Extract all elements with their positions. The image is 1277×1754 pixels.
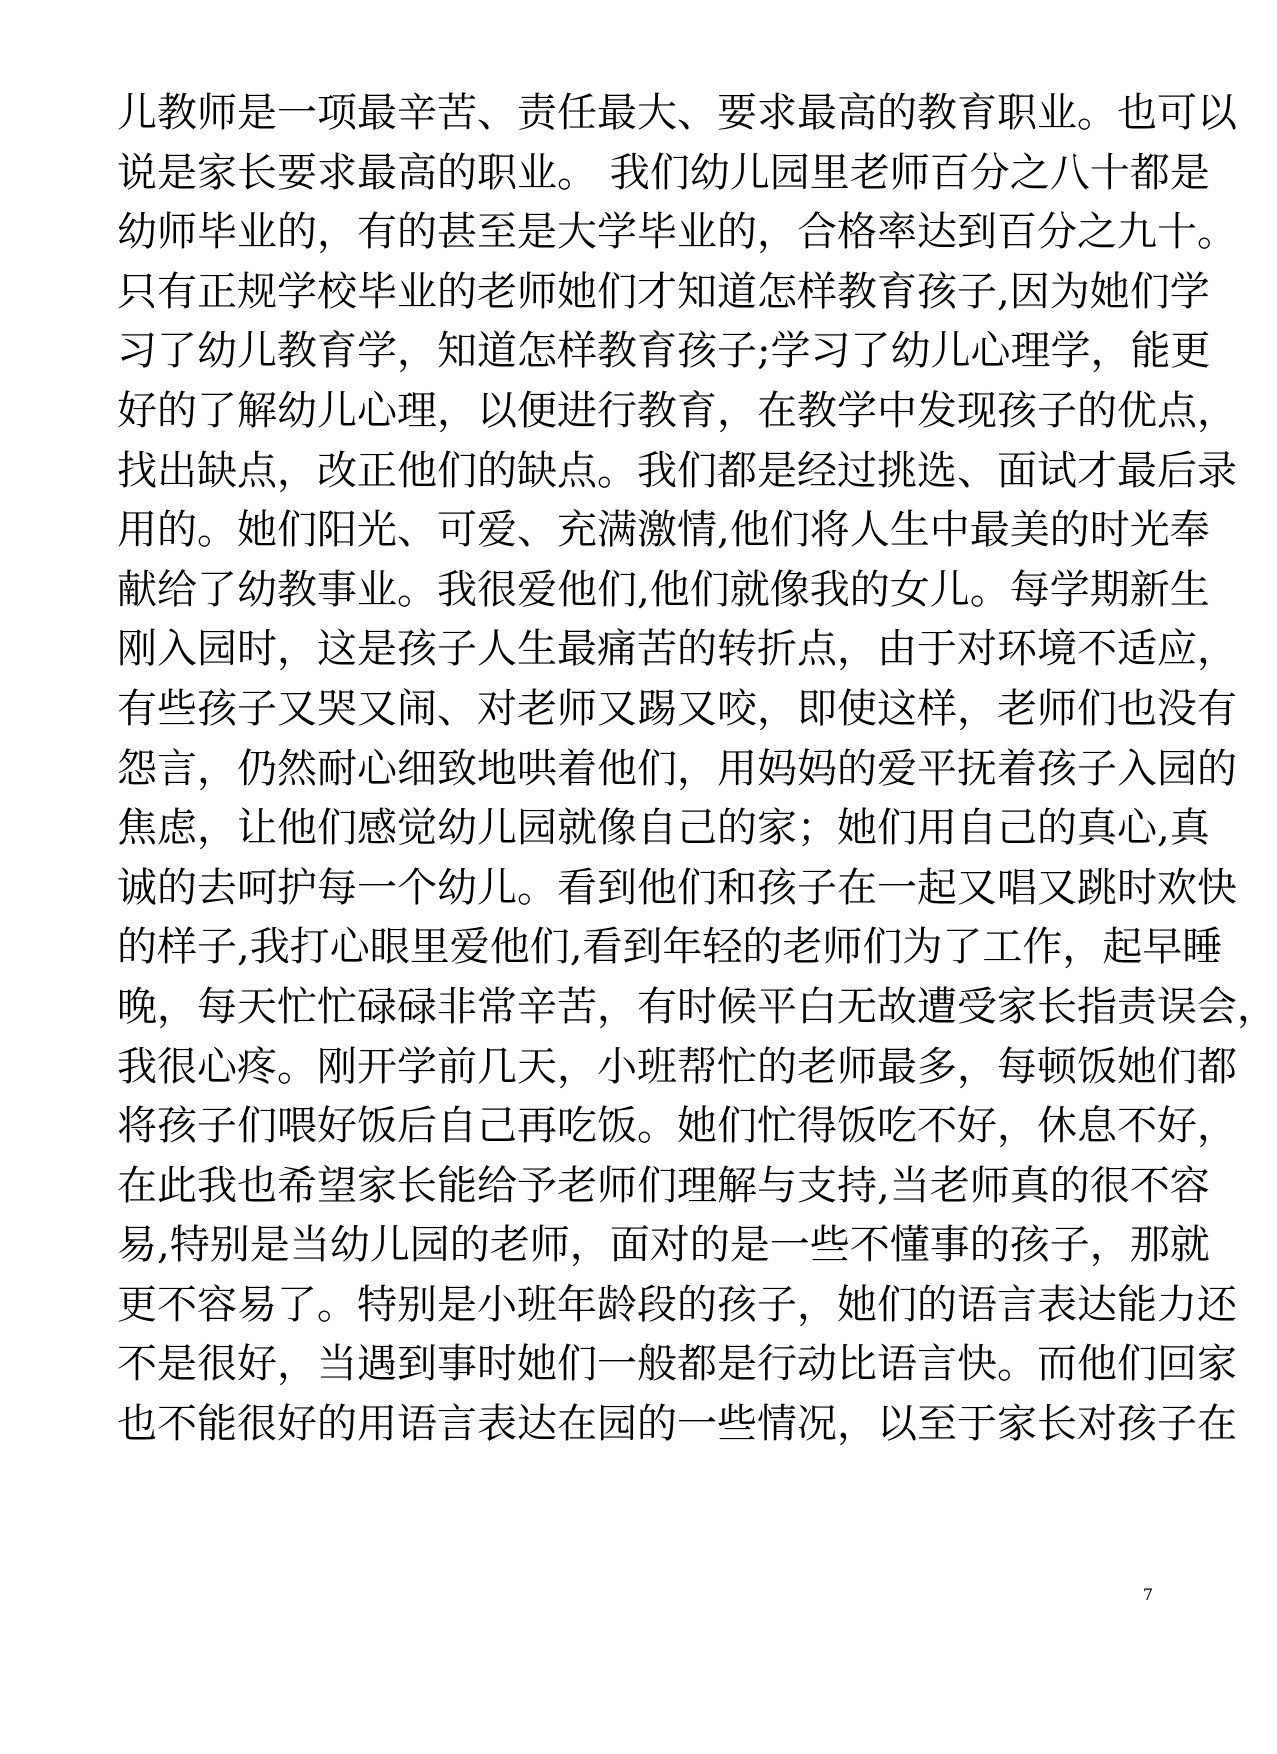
text-line: 好的了解幼儿心理，以便进行教育，在教学中发现孩子的优点，	[117, 387, 1237, 434]
text-line: 诚的去呵护每一个幼儿。看到他们和孩子在一起又唱又跳时欢快	[117, 864, 1237, 911]
page-number: 7	[1142, 1585, 1153, 1604]
text-line: 刚入园时，这是孩子人生最痛苦的转折点，由于对环境不适应，	[117, 626, 1237, 673]
text-line: 的样子,我打心眼里爱他们,看到年轻的老师们为了工作，起早睡	[117, 924, 1223, 971]
text-line: 只有正规学校毕业的老师她们才知道怎样教育孩子,因为她们学	[117, 268, 1210, 315]
text-line: 不是很好，当遇到事时她们一般都是行动比语言快。而他们回家	[117, 1341, 1237, 1388]
text-line: 怨言，仍然耐心细致地哄着他们，用妈妈的爱平抚着孩子入园的	[117, 745, 1237, 792]
text-line: 幼师毕业的，有的甚至是大学毕业的，合格率达到百分之九十。	[117, 209, 1237, 256]
text-line: 我很心疼。刚开学前几天，小班帮忙的老师最多，每顿饭她们都	[117, 1043, 1237, 1090]
text-line: 晚，每天忙忙碌碌非常辛苦，有时候平白无故遭受家长指责误会，	[117, 983, 1277, 1030]
text-line: 有些孩子又哭又闹、对老师又踢又咬，即使这样，老师们也没有	[117, 685, 1237, 732]
text-line: 找出缺点，改正他们的缺点。我们都是经过挑选、面试才最后录	[117, 447, 1237, 494]
text-line: 更不容易了。特别是小班年龄段的孩子，她们的语言表达能力还	[117, 1281, 1237, 1328]
text-line: 用的。她们阳光、可爱、充满激情,他们将人生中最美的时光奉	[117, 507, 1210, 554]
text-line: 在此我也希望家长能给予老师们理解与支持,当老师真的很不容	[117, 1162, 1210, 1209]
text-line: 献给了幼教事业。我很爱他们,他们就像我的女儿。每学期新生	[117, 566, 1210, 613]
text-line: 习了幼儿教育学，知道怎样教育孩子;学习了幼儿心理学，能更	[117, 328, 1211, 375]
body-text	[117, 84, 1277, 1455]
text-line: 说是家长要求最高的职业。 我们幼儿园里老师百分之八十都是	[117, 149, 1210, 196]
text-line: 易,特别是当幼儿园的老师，面对的是一些不懂事的孩子，那就	[117, 1222, 1210, 1269]
text-line: 将孩子们喂好饭后自己再吃饭。她们忙得饭吃不好，休息不好，	[117, 1103, 1237, 1150]
text-line: 儿教师是一项最辛苦、责任最大、要求最高的教育职业。也可以	[117, 90, 1237, 136]
text-line: 也不能很好的用语言表达在园的一些情况，以至于家长对孩子在	[117, 1401, 1237, 1448]
text-line: 焦虑，让他们感觉幼儿园就像自己的家；她们用自己的真心,真	[117, 805, 1210, 852]
